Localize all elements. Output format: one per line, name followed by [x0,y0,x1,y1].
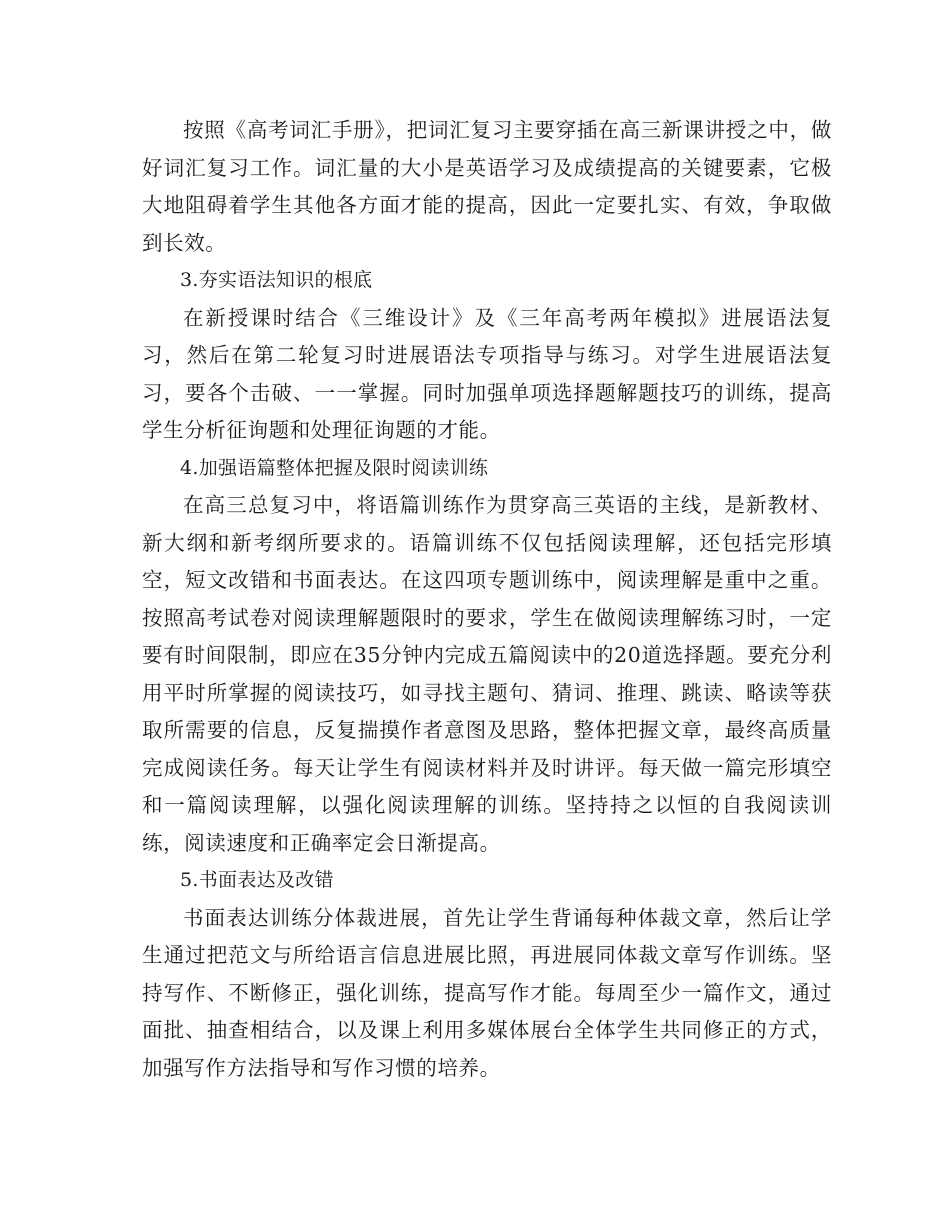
paragraph-writing: 书面表达训练分体裁进展，首先让学生背诵每种体裁文章，然后让学生通过把范文与所给语言信息进展比照，再进展同体裁文章写作训练。坚持写作、不断修正，强化训练，提高写作才能。每周至少一篇作文，通过面批、抽查相结合，以及课上利用多媒体展台全体学生共同修正的方式，加强写作方法指导和写作习惯的培养。 [142,905,832,1080]
paragraph-grammar: 在新授课时结合《三维设计》及《三年高考两年模拟》进展语法复习，然后在第二轮复习时进展语法专项指导与练习。对学生进展语法复习，要各个击破、一一掌握。同时加强单项选择题解题技巧的训练，提高学生分析征询题和处理征询题的才能。 [142,305,832,442]
heading-grammar: 3.夯实语法知识的根底 [180,269,373,291]
heading-reading: 4.加强语篇整体把握及限时阅读训练 [180,456,489,479]
paragraph-vocabulary: 按照《高考词汇手册》，把词汇复习主要穿插在高三新课讲授之中，做好词汇复习工作。词汇量的大小是英语学习及成绩提高的关键要素，它极大地阻碍着学生其他各方面才能的提高，因此一定要扎实、有效，争取做到长效。 [142,118,832,255]
document-page [142,112,832,1087]
heading-writing: 5.书面表达及改错 [180,869,334,891]
paragraph-reading: 在高三总复习中，将语篇训练作为贯穿高三英语的主线，是新教材、新大纲和新考纲所要求的。语篇训练不仅包括阅读理解，还包括完形填空，短文改错和书面表达。在这四项专题训练中，阅读理解是重中之重。按照高考试卷对阅读理解题限时的要求，学生在做阅读理解练习时，一定要有时间限制，即应在35分钟内完成五篇阅读中的20道选择题。要充分利用平时所掌握的阅读技巧，如寻找主题句、猜词、推理、跳读、略读等获取所需要的信息，反复揣摸作者意图及思路，整体把握文章，最终高质量完成阅读任务。每天让学生有阅读材料并及时讲评。每天做一篇完形填空和一篇阅读理解，以强化阅读理解的训练。坚持持之以恒的自我阅读训练，阅读速度和正确率定会日渐提高。 [142,493,832,855]
